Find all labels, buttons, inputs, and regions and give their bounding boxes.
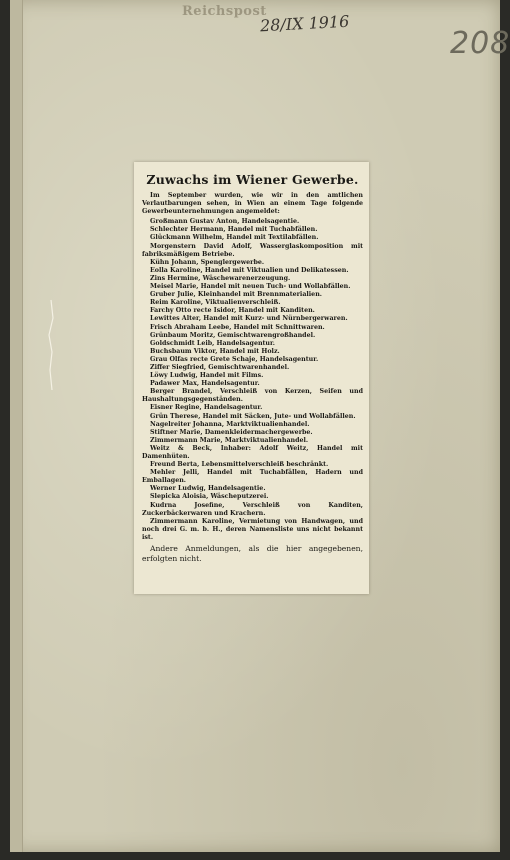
registration-entry: Stiftner Marie, Damenkleidermachergewerbe. — [150, 428, 313, 436]
registration-entry: Lewittes Alter, Handel mit Kurz- und Nürnbergerwaren. — [150, 315, 348, 323]
registration-entry: Eisner Regine, Handelsagentur. — [150, 404, 263, 412]
registration-entry: Weitz & Beck, Inhaber: Adolf Weitz, Handel mit Damenhüten. — [142, 444, 363, 460]
registration-entry: Ziffer Siegfried, Gemischtwarenhandel. — [150, 363, 290, 371]
binding-strip — [10, 0, 23, 852]
handwritten-date: 28/IX 1916 — [259, 11, 350, 36]
registration-entry: Kühn Johann, Spenglergewerbe. — [150, 258, 265, 266]
registration-entry: Freund Berta, Lebensmittelverschleiß beschränkt. — [150, 461, 329, 469]
archive-stamp: Reichspost — [182, 4, 267, 19]
registration-entry: Grün Therese, Handel mit Säcken, Jute- und Wollabfällen. — [150, 412, 356, 420]
registration-entry: Slepicka Aloisia, Wäscheputzerei. — [150, 493, 269, 501]
registration-entry: Padawer Max, Handelsagentur. — [150, 380, 260, 388]
clipping-intro: Im September wurden, wie wir in den amtlichen Verlautbarungen sehen, in Wien an einem Tage folgende Gewerbeunternehmungen angemeldet: — [142, 192, 363, 216]
registration-entry: Morgenstern David Adolf, Wasserglaskomposition mit fabriksmäßigem Betriebe. — [142, 242, 363, 258]
paper-tear-mark — [46, 300, 56, 390]
registration-list — [142, 218, 363, 542]
page-number: 208 — [450, 26, 510, 61]
registration-entry: Eolla Karoline, Handel mit Viktualien und Delikatessen. — [150, 266, 349, 274]
registration-entry: Gruber Julie, Kleinhandel mit Brennmaterialien. — [150, 291, 322, 299]
registration-entry: Berger Brandel, Verschleiß von Kerzen, Seifen und Haushaltungsgegenständen. — [142, 388, 363, 404]
registration-entry: Werner Ludwig, Handelsagentie. — [150, 485, 266, 493]
clipping-closing: Andere Anmeldungen, als die hier angegebenen, erfolgten nicht. — [142, 544, 363, 564]
registration-entry: Goldschmidt Leib, Handelsagentur. — [150, 339, 275, 347]
registration-entry: Glückmann Wilhelm, Handel mit Textilabfällen. — [150, 234, 319, 242]
archive-sheet — [10, 0, 510, 852]
registration-entry: Schlechter Hermann, Handel mit Tuchabfällen. — [150, 226, 318, 234]
registration-entry: Frisch Abraham Leebe, Handel mit Schnittwaren. — [150, 323, 325, 331]
registration-entry: Zimmermann Marie, Marktviktualienhandel. — [150, 436, 309, 444]
registration-entry: Grünbaum Moritz, Gemischtwarengroßhandel. — [150, 331, 316, 339]
registration-entry: Farchy Otto recte Isidor, Handel mit Kanditen. — [150, 307, 315, 315]
registration-entry: Grau Olfas recte Grete Schaje, Handelsagentur. — [150, 355, 319, 363]
registration-entry: Zimmermann Karoline, Vermietung von Handwagen, und noch drei G. m. b. H., deren Namensliste uns nicht bekannt ist. — [142, 517, 363, 541]
registration-entry: Löwy Ludwig, Handel mit Films. — [150, 372, 264, 380]
registration-entry: Meisel Marie, Handel mit neuen Tuch- und Wollabfällen. — [150, 283, 351, 291]
registration-entry: Mehler Jelli, Handel mit Tuchabfällen, Hadern und Emballagen. — [142, 469, 363, 485]
registration-entry: Kudrna Josefine, Verschleiß von Kanditen, Zuckerbäckerwaren und Krachern. — [142, 501, 363, 517]
registration-entry: Nagelreiter Johanna, Marktviktualienhandel. — [150, 420, 310, 428]
registration-entry: Buchsbaum Viktor, Handel mit Holz. — [150, 347, 280, 355]
newspaper-clipping — [134, 162, 369, 594]
registration-entry: Reim Karoline, Viktualienverschleiß. — [150, 299, 281, 307]
registration-entry: Großmann Gustav Anton, Handelsagentie. — [150, 218, 300, 226]
clipping-headline: Zuwachs im Wiener Gewerbe. — [146, 172, 359, 187]
registration-entry: Zins Hermine, Wäschewarenerzeugung. — [150, 274, 291, 282]
